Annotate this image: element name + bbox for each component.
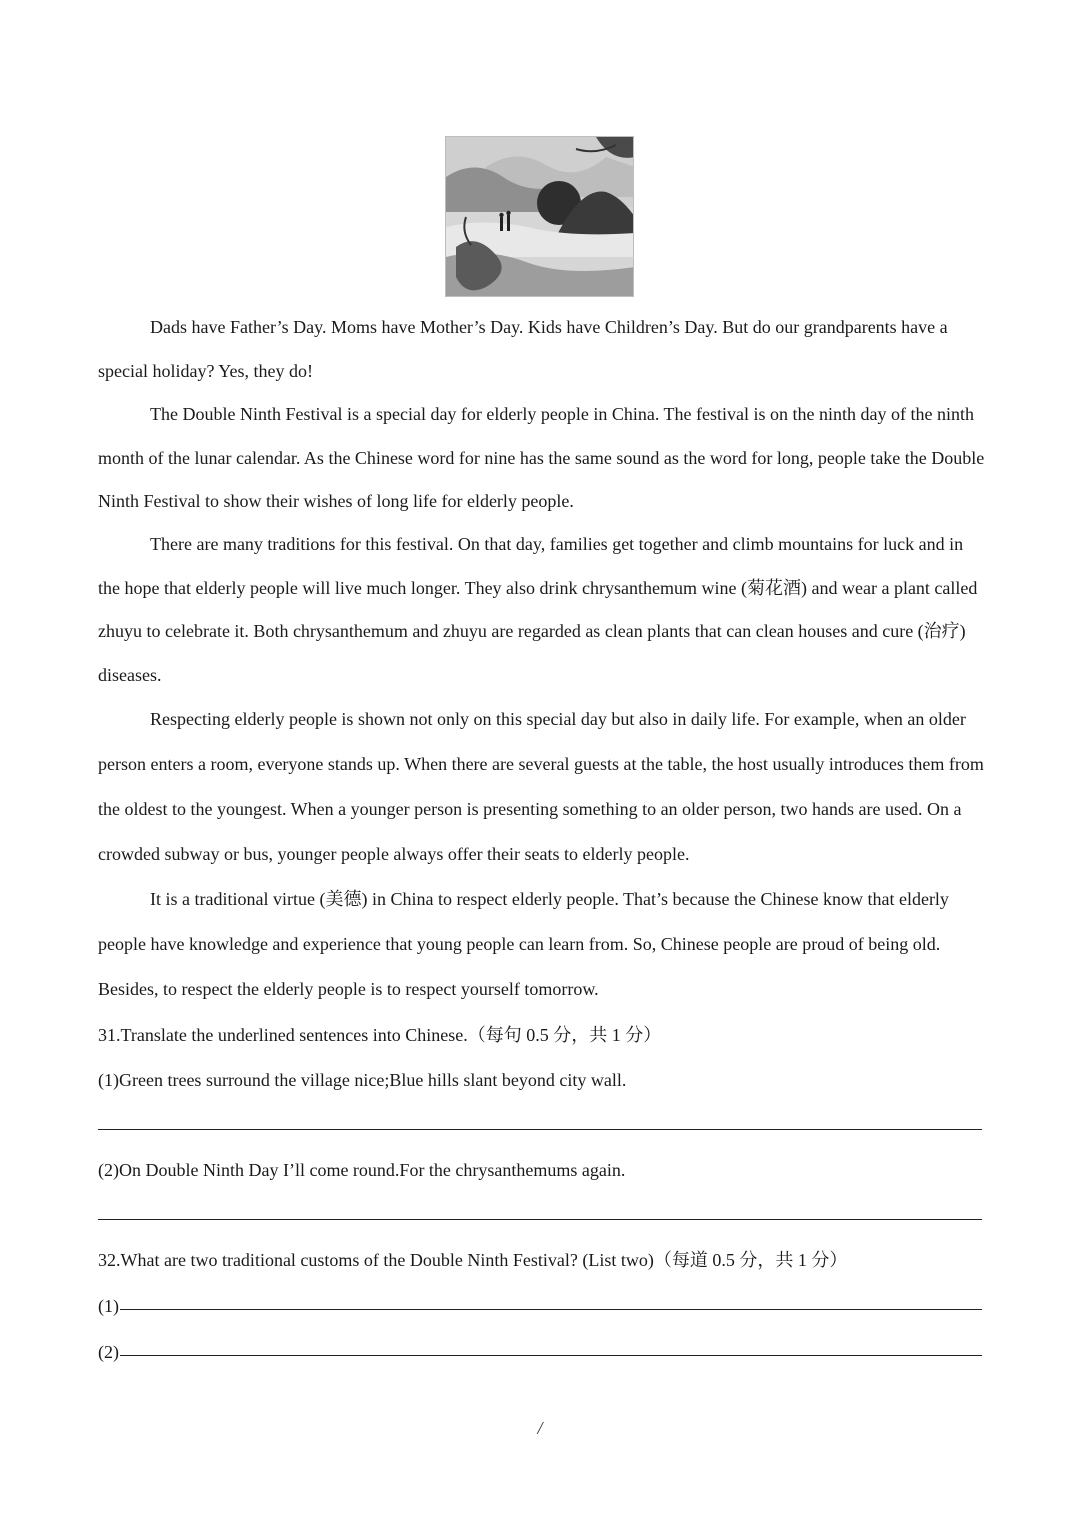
paragraph-4: Respecting elderly people is shown not only on this special day but also in daily life. For example, when an older person enters a room, everyone stands up. When there are several guests at the table, the host usually introduces them from the oldest to the youngest. When a younger person is presenting something to an older person, two hands are used. On a crowded subway or bus, younger people always offer their seats to elderly people.: [98, 709, 984, 864]
blank-label-1: (1): [98, 1296, 119, 1316]
page-footer-mark: /: [537, 1418, 543, 1438]
answer-line-32-2[interactable]: [120, 1355, 982, 1356]
answer-line-31-1[interactable]: [98, 1129, 982, 1130]
question-31-sentence-2: (2)On Double Ninth Day I’ll come round.For the chrysanthemums again.: [98, 1160, 626, 1180]
question-32-prompt: 32.What are two traditional customs of the Double Ninth Festival? (List two)（每道 0.5 分，共 1 分）: [98, 1250, 848, 1270]
blank-label-2: (2): [98, 1342, 119, 1362]
question-31-sentence-1: (1)Green trees surround the village nice;Blue hills slant beyond city wall.: [98, 1070, 627, 1090]
answer-line-31-2[interactable]: [98, 1219, 982, 1220]
paragraph-3: There are many traditions for this festival. On that day, families get together and climb mountains for luck and in the hope that elderly people will live much longer. They also drink chrysanthemum wine (菊花酒) and wear a plant called zhuyu to celebrate it. Both chrysanthemum and zhuyu are regarded as clean plants that can clean houses and cure (治疗) diseases.: [98, 534, 978, 685]
question-31-prompt: 31.Translate the underlined sentences into Chinese.（每句 0.5 分，共 1 分）: [98, 1025, 662, 1045]
answer-line-32-1[interactable]: [120, 1309, 982, 1310]
paragraph-5: It is a traditional virtue (美德) in China to respect elderly people. That’s because the Chinese know that elderly people have knowledge and experience that young people can learn from. So, Chinese people are proud of being old. Besides, to respect the elderly people is to respect yourself tomorrow.: [98, 889, 949, 999]
festival-illustration: [445, 136, 634, 297]
paragraph-2: The Double Ninth Festival is a special day for elderly people in China. The festival is on the ninth day of the ninth month of the lunar calendar. As the Chinese word for nine has the same sound as the word for long, people take the Double Ninth Festival to show their wishes of long life for elderly people.: [98, 404, 985, 511]
ink-landscape-illustration: [446, 137, 634, 297]
paragraph-1: Dads have Father’s Day. Moms have Mother’s Day. Kids have Children’s Day. But do our grandparents have a special holiday? Yes, they do!: [98, 317, 948, 381]
